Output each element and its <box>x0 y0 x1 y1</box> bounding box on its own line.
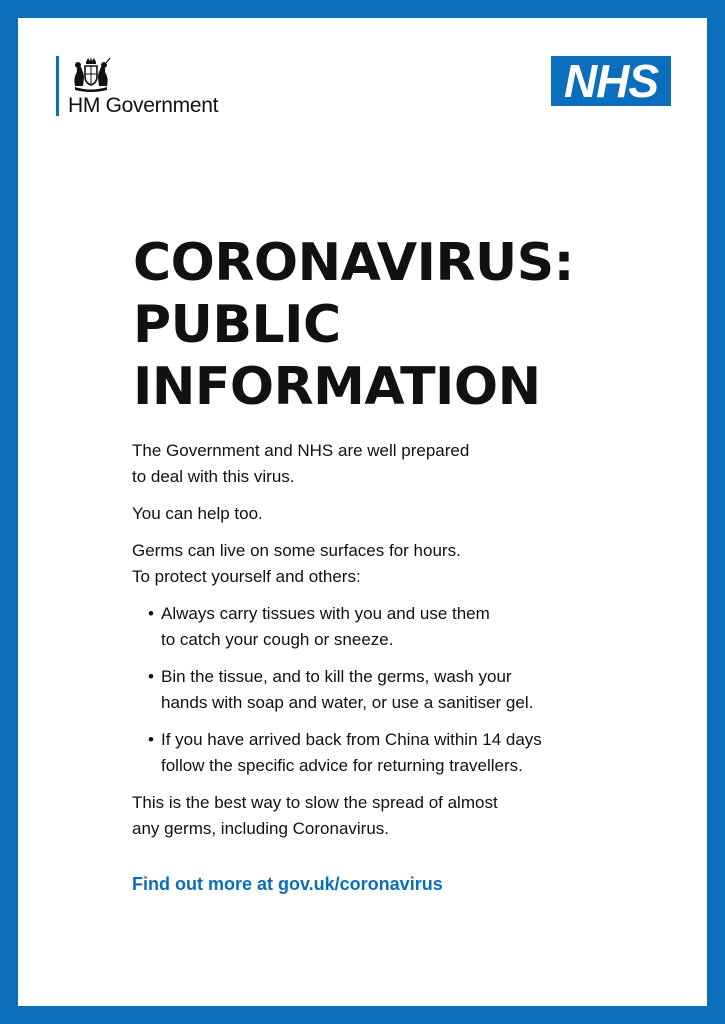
royal-coat-of-arms-icon <box>69 56 113 92</box>
bullet-icon: • <box>148 730 154 749</box>
headline-line: CORONAVIRUS: <box>133 233 574 293</box>
bullet-icon: • <box>148 667 154 686</box>
help-paragraph: You can help too. <box>132 504 263 523</box>
germs-paragraph: Germs can live on some surfaces for hours. To protect yourself and others: <box>132 541 461 586</box>
intro-paragraph: The Government and NHS are well prepared to deal with this virus. <box>132 441 470 486</box>
list-item: • Bin the tissue, and to kill the germs, wash your hands with soap and water, or use a sanitiser gel. <box>148 664 632 716</box>
headline <box>133 232 574 418</box>
headline-line: PUBLIC <box>133 295 341 355</box>
advice-list <box>132 601 632 779</box>
list-item: • If you have arrived back from China within 14 days follow the specific advice for returning travellers. <box>148 727 632 779</box>
hm-government-text: HM Government <box>68 94 219 117</box>
headline-line: INFORMATION <box>133 357 541 417</box>
closing-paragraph: This is the best way to slow the spread of almost any germs, including Coronavirus. <box>132 793 498 838</box>
bullet-icon: • <box>148 604 154 623</box>
find-out-more-link[interactable]: Find out more at gov.uk/coronavirus <box>132 874 443 894</box>
body-text <box>132 438 632 853</box>
nhs-logo: NHS <box>551 56 671 106</box>
hm-government-logo <box>56 56 219 117</box>
list-item: • Always carry tissues with you and use them to catch your cough or sneeze. <box>148 601 632 653</box>
